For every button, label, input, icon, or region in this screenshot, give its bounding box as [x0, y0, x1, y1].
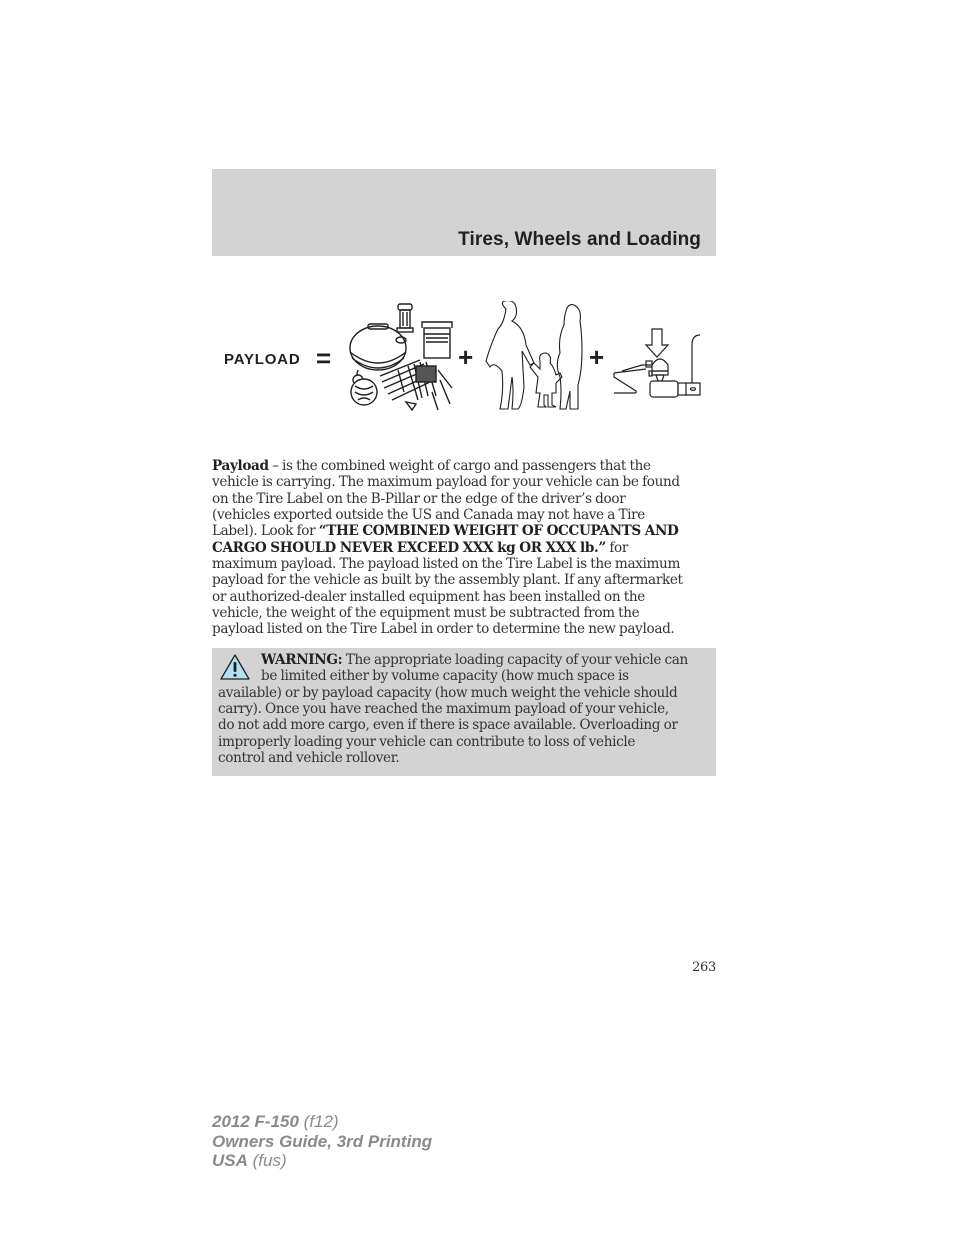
label-quote-part1: “THE COMBINED WEIGHT OF OCCUPANTS AND [318, 523, 679, 540]
plus-sign-2: + [589, 342, 605, 372]
warning-line: carry). Once you have reached the maximum payload of your vehicle, [218, 701, 669, 718]
warning-line: WARNING: The appropriate loading capacity of your vehicle can [261, 652, 688, 668]
payload-term: Payload [212, 458, 269, 474]
paragraph-line: Payload – is the combined weight of cargo and passengers that the [212, 458, 651, 474]
warning-text [218, 652, 714, 766]
paragraph-line: (vehicles exported outside the US and Canada may not have a Tire [212, 507, 646, 524]
payload-figure [212, 295, 716, 415]
plus-sign-1: + [458, 342, 474, 372]
footer-model-line: 2012 F-150 (f12) [212, 1112, 339, 1131]
warning-line: improperly loading your vehicle can contribute to loss of vehicle [218, 733, 636, 750]
warning-line: available) or by payload capacity (how much weight the vehicle should [218, 684, 678, 701]
payload-paragraph [212, 458, 716, 638]
paragraph-line: maximum payload. The payload listed on the Tire Label is the maximum [212, 556, 681, 573]
equals-sign: = [316, 343, 332, 373]
label-quote-part2: CARGO SHOULD NEVER EXCEED XXX kg OR XXX lb.” [212, 539, 606, 556]
section-title: Tires, Wheels and Loading [458, 229, 701, 250]
warning-box [212, 648, 716, 776]
paragraph-line: Label). Look for “THE COMBINED WEIGHT OF OCCUPANTS AND [212, 523, 679, 540]
warning-label: WARNING: [261, 652, 343, 668]
section-header-band [212, 169, 716, 256]
paragraph-line: vehicle is carrying. The maximum payload for your vehicle can be found [212, 474, 680, 491]
cargo-items-icon [346, 300, 458, 412]
payload-label: PAYLOAD [224, 351, 301, 368]
page-number: 263 [692, 960, 716, 975]
paragraph-line: CARGO SHOULD NEVER EXCEED XXX kg OR XXX lb.” for [212, 539, 628, 556]
footer-guide-line: Owners Guide, 3rd Printing [212, 1131, 433, 1151]
paragraph-line: or authorized-dealer installed equipment has been installed on the [212, 588, 645, 605]
paragraph-line: payload listed on the Tire Label in order to determine the new payload. [212, 621, 675, 638]
footer-region-line: USA (fus) [212, 1151, 287, 1170]
warning-line: control and vehicle rollover. [218, 750, 400, 767]
paragraph-line: vehicle, the weight of the equipment must be subtracted from the [212, 605, 640, 622]
warning-line: do not add more cargo, even if there is space available. Overloading or [218, 717, 678, 734]
trailer-tongue-weight-icon [612, 325, 704, 405]
document-footer [212, 1112, 432, 1171]
paragraph-line: payload for the vehicle as built by the assembly plant. If any aftermarket [212, 572, 683, 589]
paragraph-line: on the Tire Label on the B-Pillar or the edge of the driver’s door [212, 490, 626, 507]
passengers-icon [484, 301, 584, 413]
warning-line: be limited either by volume capacity (how much space is [261, 668, 629, 685]
